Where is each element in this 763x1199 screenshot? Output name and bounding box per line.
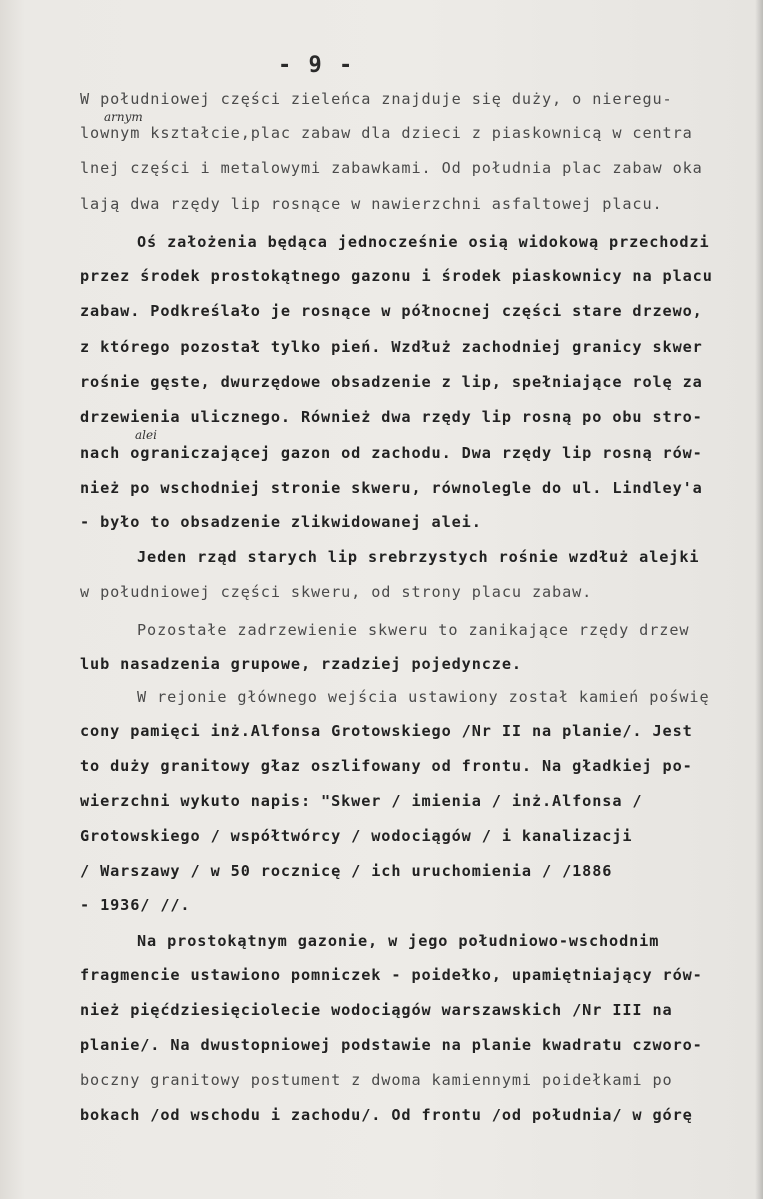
text-line: / Warszawy / w 50 rocznicę / ich uruchomienia / /1886 <box>80 862 613 880</box>
text-line: planie/. Na dwustopniowej podstawie na planie kwadratu czworo- <box>80 1036 703 1054</box>
text-line: Na prostokątnym gazonie, w jego południowo-wschodnim <box>137 932 660 950</box>
text-line: fragmencie ustawiono pomniczek - poidełko, upamiętniający rów- <box>80 966 703 984</box>
text-line: lnej części i metalowymi zabawkami. Od południa plac zabaw oka <box>80 159 703 177</box>
text-line: wierzchni wykuto napis: "Skwer / imienia / inż.Alfonsa / <box>80 792 643 810</box>
text-line: - było to obsadzenie zlikwidowanej alei. <box>80 513 482 531</box>
text-line: z którego pozostał tylko pień. Wzdłuż zachodniej granicy skwer <box>80 338 703 356</box>
handwritten-annotation-arnym: arnym <box>104 110 143 124</box>
text-line: cony pamięci inż.Alfonsa Grotowskiego /Nr II na planie/. Jest <box>80 722 693 740</box>
text-line: Jeden rząd starych lip srebrzystych rośnie wzdłuż alejki <box>137 548 700 566</box>
text-line: lownym kształcie,plac zabaw dla dzieci z piaskownicą w centra <box>80 124 693 142</box>
text-line: w południowej części skweru, od strony placu zabaw. <box>80 583 593 601</box>
text-line: drzewienia ulicznego. Również dwa rzędy lip rosną po obu stro- <box>80 408 703 426</box>
text-line: nież pięćdziesięciolecie wodociągów warszawskich /Nr III na <box>80 1001 673 1019</box>
text-line: - 1936/ //. <box>80 896 191 914</box>
text-line: Oś założenia będąca jednocześnie osią widokową przechodzi <box>137 233 710 251</box>
text-line: bokach /od wschodu i zachodu/. Od frontu /od południa/ w górę <box>80 1106 693 1124</box>
text-line: nach ograniczającej gazon od zachodu. Dwa rzędy lip rosną rów- <box>80 444 703 462</box>
text-line: to duży granitowy głaz oszlifowany od frontu. Na gładkiej po- <box>80 757 693 775</box>
text-line: lają dwa rzędy lip rosnące w nawierzchni asfaltowej placu. <box>80 195 663 213</box>
text-line: rośnie gęste, dwurzędowe obsadzenie z lip, spełniające rolę za <box>80 373 703 391</box>
text-line: nież po wschodniej stronie skweru, równolegle do ul. Lindley'a <box>80 479 703 497</box>
text-line: lub nasadzenia grupowe, rzadziej pojedyncze. <box>80 655 522 673</box>
text-line: Grotowskiego / współtwórcy / wodociągów / i kanalizacji <box>80 827 633 845</box>
text-line: W południowej części zieleńca znajduje się duży, o nieregu- <box>80 90 673 108</box>
page-number: - 9 - <box>278 53 355 78</box>
text-line: Pozostałe zadrzewienie skweru to zanikające rzędy drzew <box>137 621 690 639</box>
text-line: zabaw. Podkreślało je rosnące w północnej części stare drzewo, <box>80 302 703 320</box>
text-line: W rejonie głównego wejścia ustawiony został kamień poświę <box>137 688 710 706</box>
text-line: boczny granitowy postument z dwoma kamiennymi poidełkami po <box>80 1071 673 1089</box>
text-line: przez środek prostokątnego gazonu i środek piaskownicy na placu <box>80 267 713 285</box>
handwritten-annotation-alei: alei <box>135 428 157 442</box>
